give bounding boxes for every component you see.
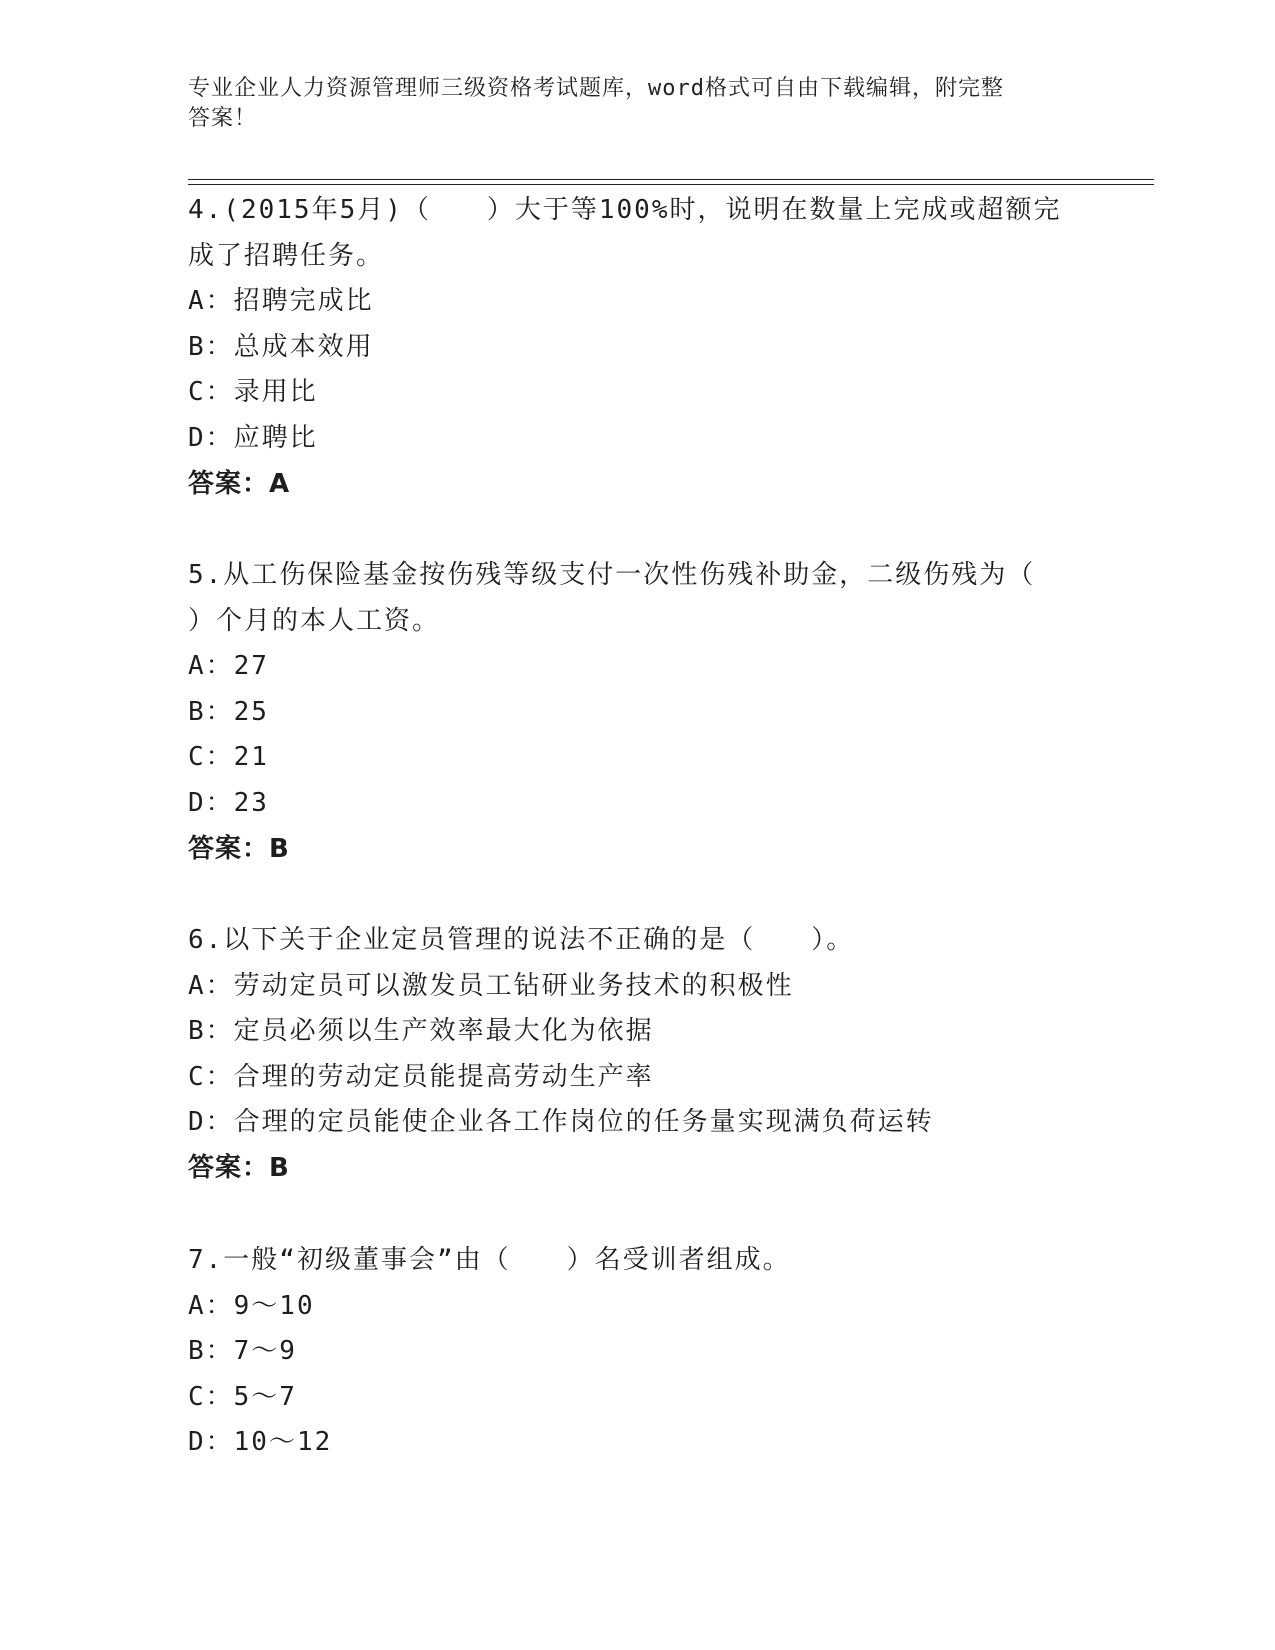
option-d: D：应聘比 — [188, 422, 318, 453]
option-a: A：27 — [188, 651, 269, 682]
option-b: B：25 — [188, 696, 269, 727]
answer-line: 答案：A — [188, 468, 291, 499]
question-stem: 6.以下关于企业定员管理的说法不正确的是（ ）。 — [188, 925, 855, 955]
question-stem: 4.(2015年5月)（ ）大于等100%时，说明在数量上完成或超额完 — [188, 195, 1062, 225]
answer-line: 答案：B — [188, 1152, 290, 1183]
option-d: D：合理的定员能使企业各工作岗位的任务量实现满负荷运转 — [188, 1107, 934, 1138]
option-c: C：21 — [188, 742, 269, 773]
option-a: A：招聘完成比 — [188, 286, 374, 317]
question-stem: 7.一般“初级董事会”由（ ）名受训者组成。 — [188, 1245, 791, 1275]
question-5 — [188, 553, 1088, 872]
option-d: D：23 — [188, 787, 269, 818]
question-4 — [188, 188, 1088, 507]
option-a: A：劳动定员可以激发员工钻研业务技术的积极性 — [188, 970, 794, 1001]
option-b: B：定员必须以生产效率最大化为依据 — [188, 1016, 654, 1047]
option-c: C：合理的劳动定员能提高劳动生产率 — [188, 1061, 654, 1092]
option-b: B：总成本效用 — [188, 331, 374, 362]
option-c: C：录用比 — [188, 377, 318, 408]
option-d: D：10～12 — [188, 1427, 333, 1458]
question-stem-continued: ）个月的本人工资。 — [188, 605, 441, 636]
question-6 — [188, 918, 1088, 1192]
document-header — [188, 74, 1088, 134]
option-b: B：7～9 — [188, 1336, 297, 1367]
header-rule-top — [188, 179, 1154, 180]
option-a: A：9～10 — [188, 1290, 315, 1321]
header-rule-bottom — [188, 184, 1154, 185]
header-line-1: 专业企业人力资源管理师三级资格考试题库，word格式可自由下载编辑，附完整 — [188, 76, 1004, 101]
question-stem: 5.从工伤保险基金按伤残等级支付一次性伤残补助金，二级伤残为（ — [188, 560, 1036, 590]
question-7 — [188, 1238, 1088, 1466]
header-line-2: 答案！ — [188, 106, 258, 131]
question-stem-continued: 成了招聘任务。 — [188, 240, 385, 271]
option-c: C：5～7 — [188, 1381, 297, 1412]
answer-line: 答案：B — [188, 833, 290, 864]
